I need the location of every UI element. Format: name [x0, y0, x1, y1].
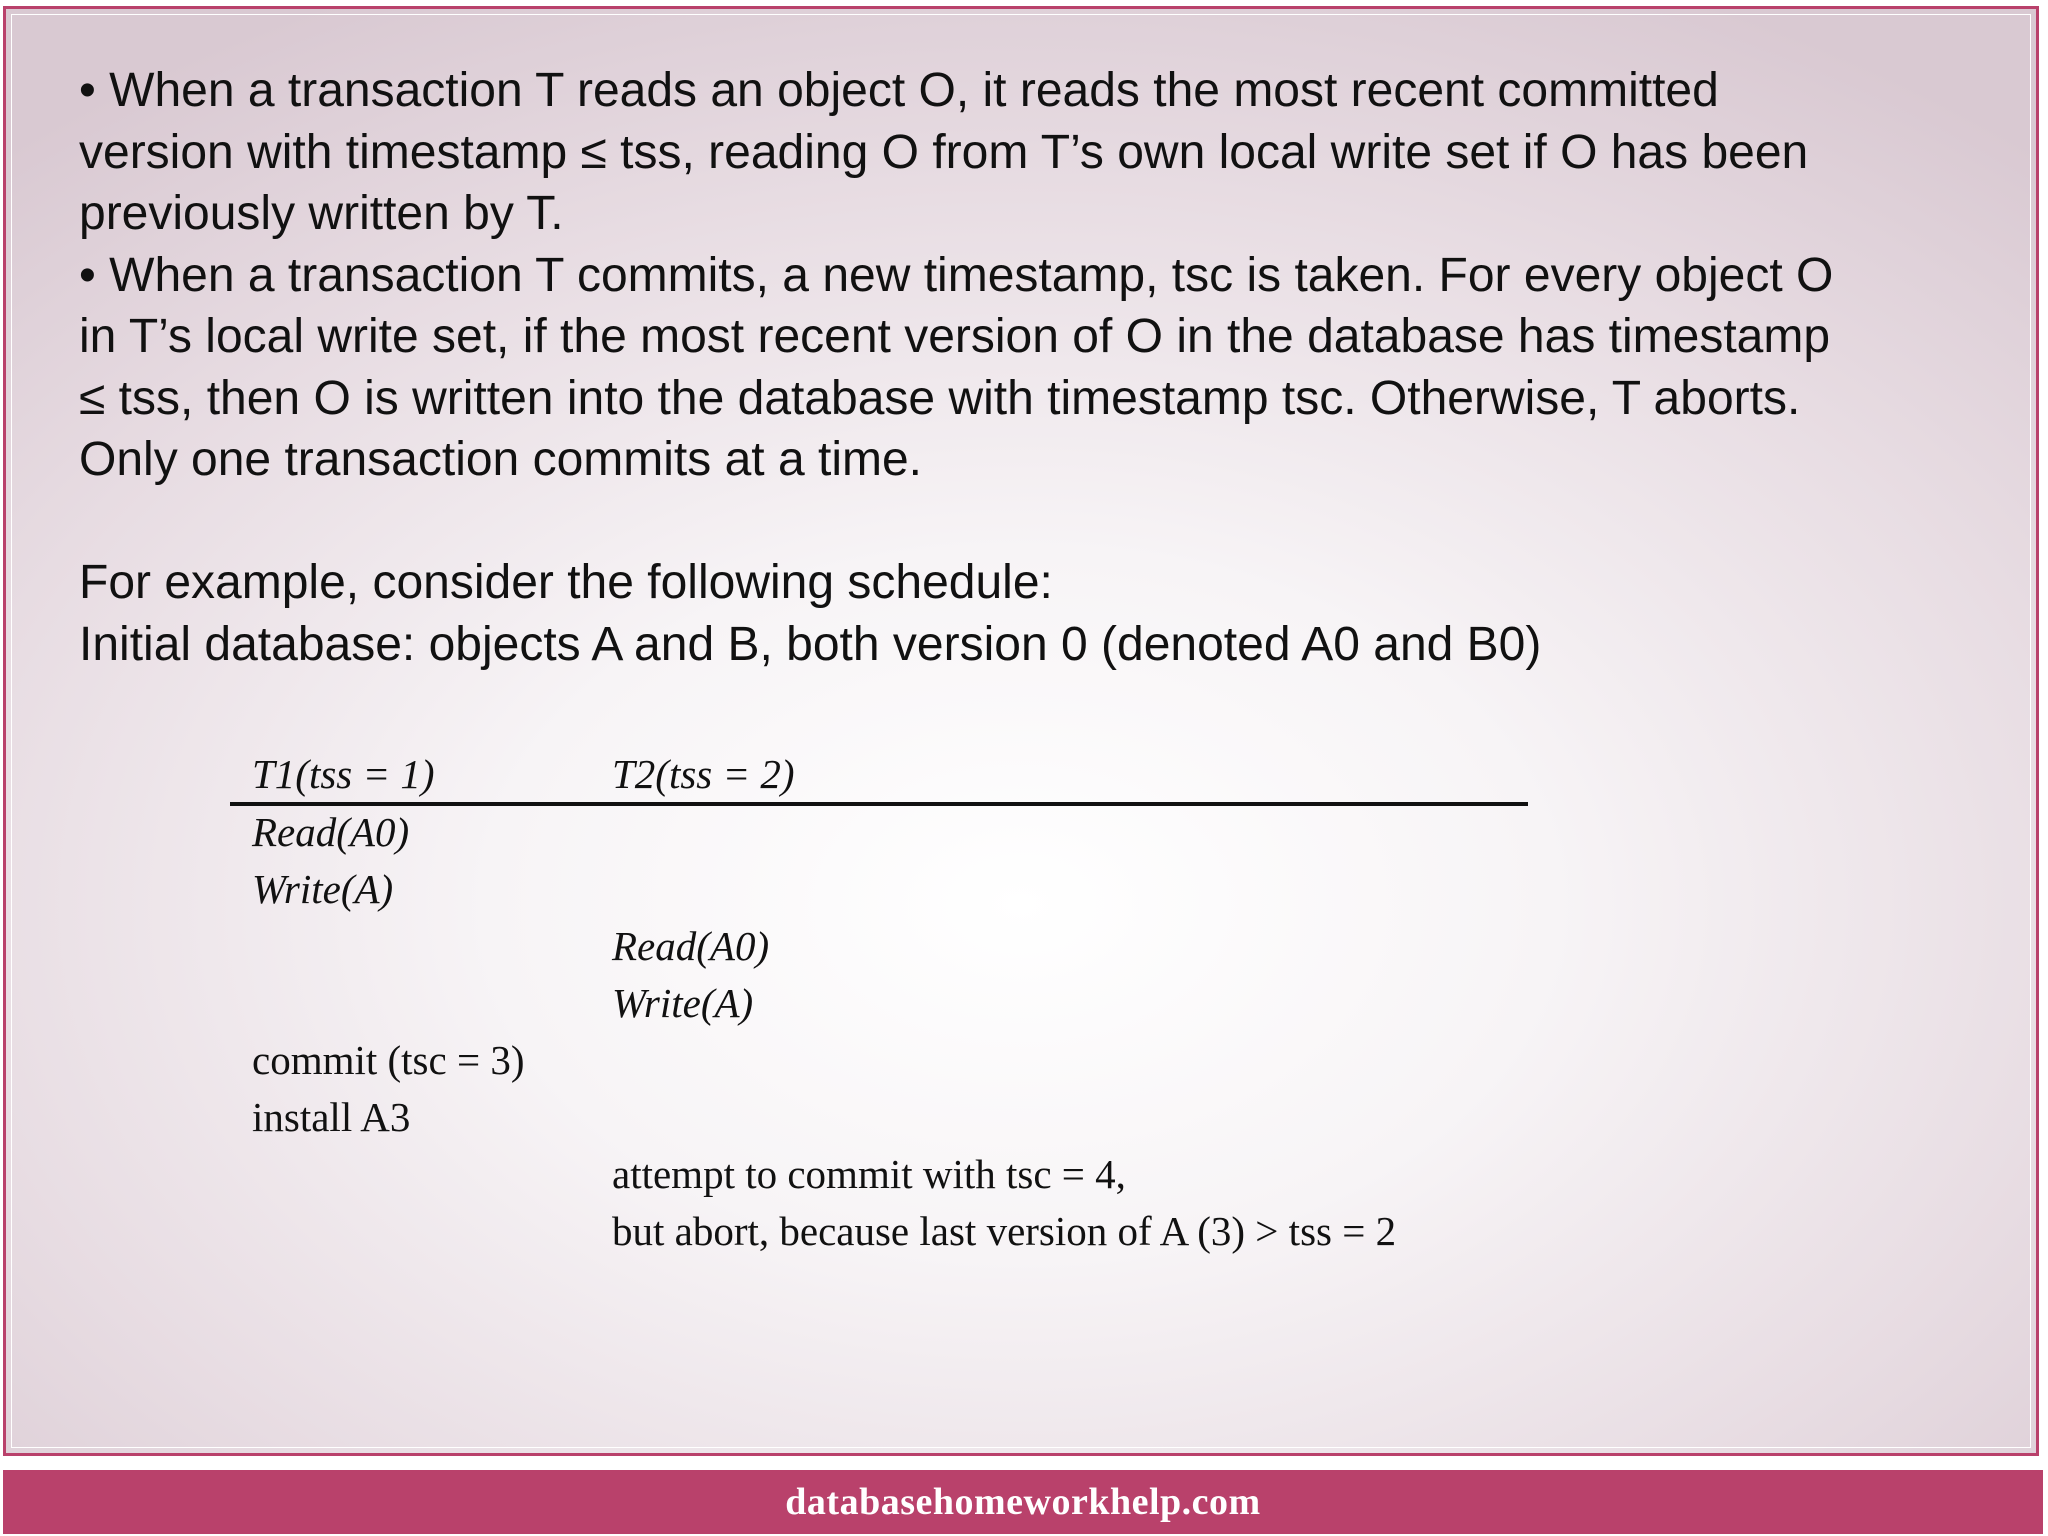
- bullet-commit-line-3: ≤ tss, then O is written into the database with timestamp tsc. Otherwise, T aborts.: [79, 371, 1801, 425]
- t2-read-op: Read(A0): [612, 923, 770, 969]
- initial-database-note: Initial database: objects A and B, both version 0 (denoted A0 and B0): [79, 617, 1542, 671]
- bullet-read-line-1: • When a transaction T reads an object O, it reads the most recent committed: [79, 64, 1719, 117]
- header-rule: [230, 802, 1528, 806]
- example-intro: For example, consider the following schedule:: [79, 556, 1053, 609]
- t1-commit-op: commit (tsc = 3): [252, 1037, 525, 1083]
- t1-install-op: install A3: [252, 1094, 411, 1140]
- bullet-read-line-2: version with timestamp ≤ tss, reading O from T’s own local write set if O has been: [79, 125, 1809, 179]
- bullet-commit-line-1: • When a transaction T commits, a new timestamp, tsc is taken. For every object O: [79, 248, 1834, 302]
- footer-site-name: databasehomeworkhelp.com: [785, 1481, 1261, 1523]
- t1-write-op: Write(A): [252, 866, 394, 912]
- t1-read-op: Read(A0): [252, 809, 410, 855]
- bullet-commit-line-2: in T’s local write set, if the most recent version of O in the database has timestamp: [79, 310, 1831, 363]
- bullet-commit-line-4: Only one transaction commits at a time.: [79, 433, 922, 486]
- t2-commit-attempt: attempt to commit with tsc = 4,: [612, 1151, 1126, 1197]
- header-t1: T1(tss = 1): [252, 751, 435, 797]
- t2-abort-reason: but abort, because last version of A (3) > tss = 2: [612, 1208, 1397, 1254]
- bullet-read-line-3: previously written by T.: [79, 187, 564, 240]
- footer-bar: [3, 1467, 2043, 1534]
- header-t2: T2(tss = 2): [612, 751, 795, 797]
- t2-write-op: Write(A): [612, 980, 754, 1026]
